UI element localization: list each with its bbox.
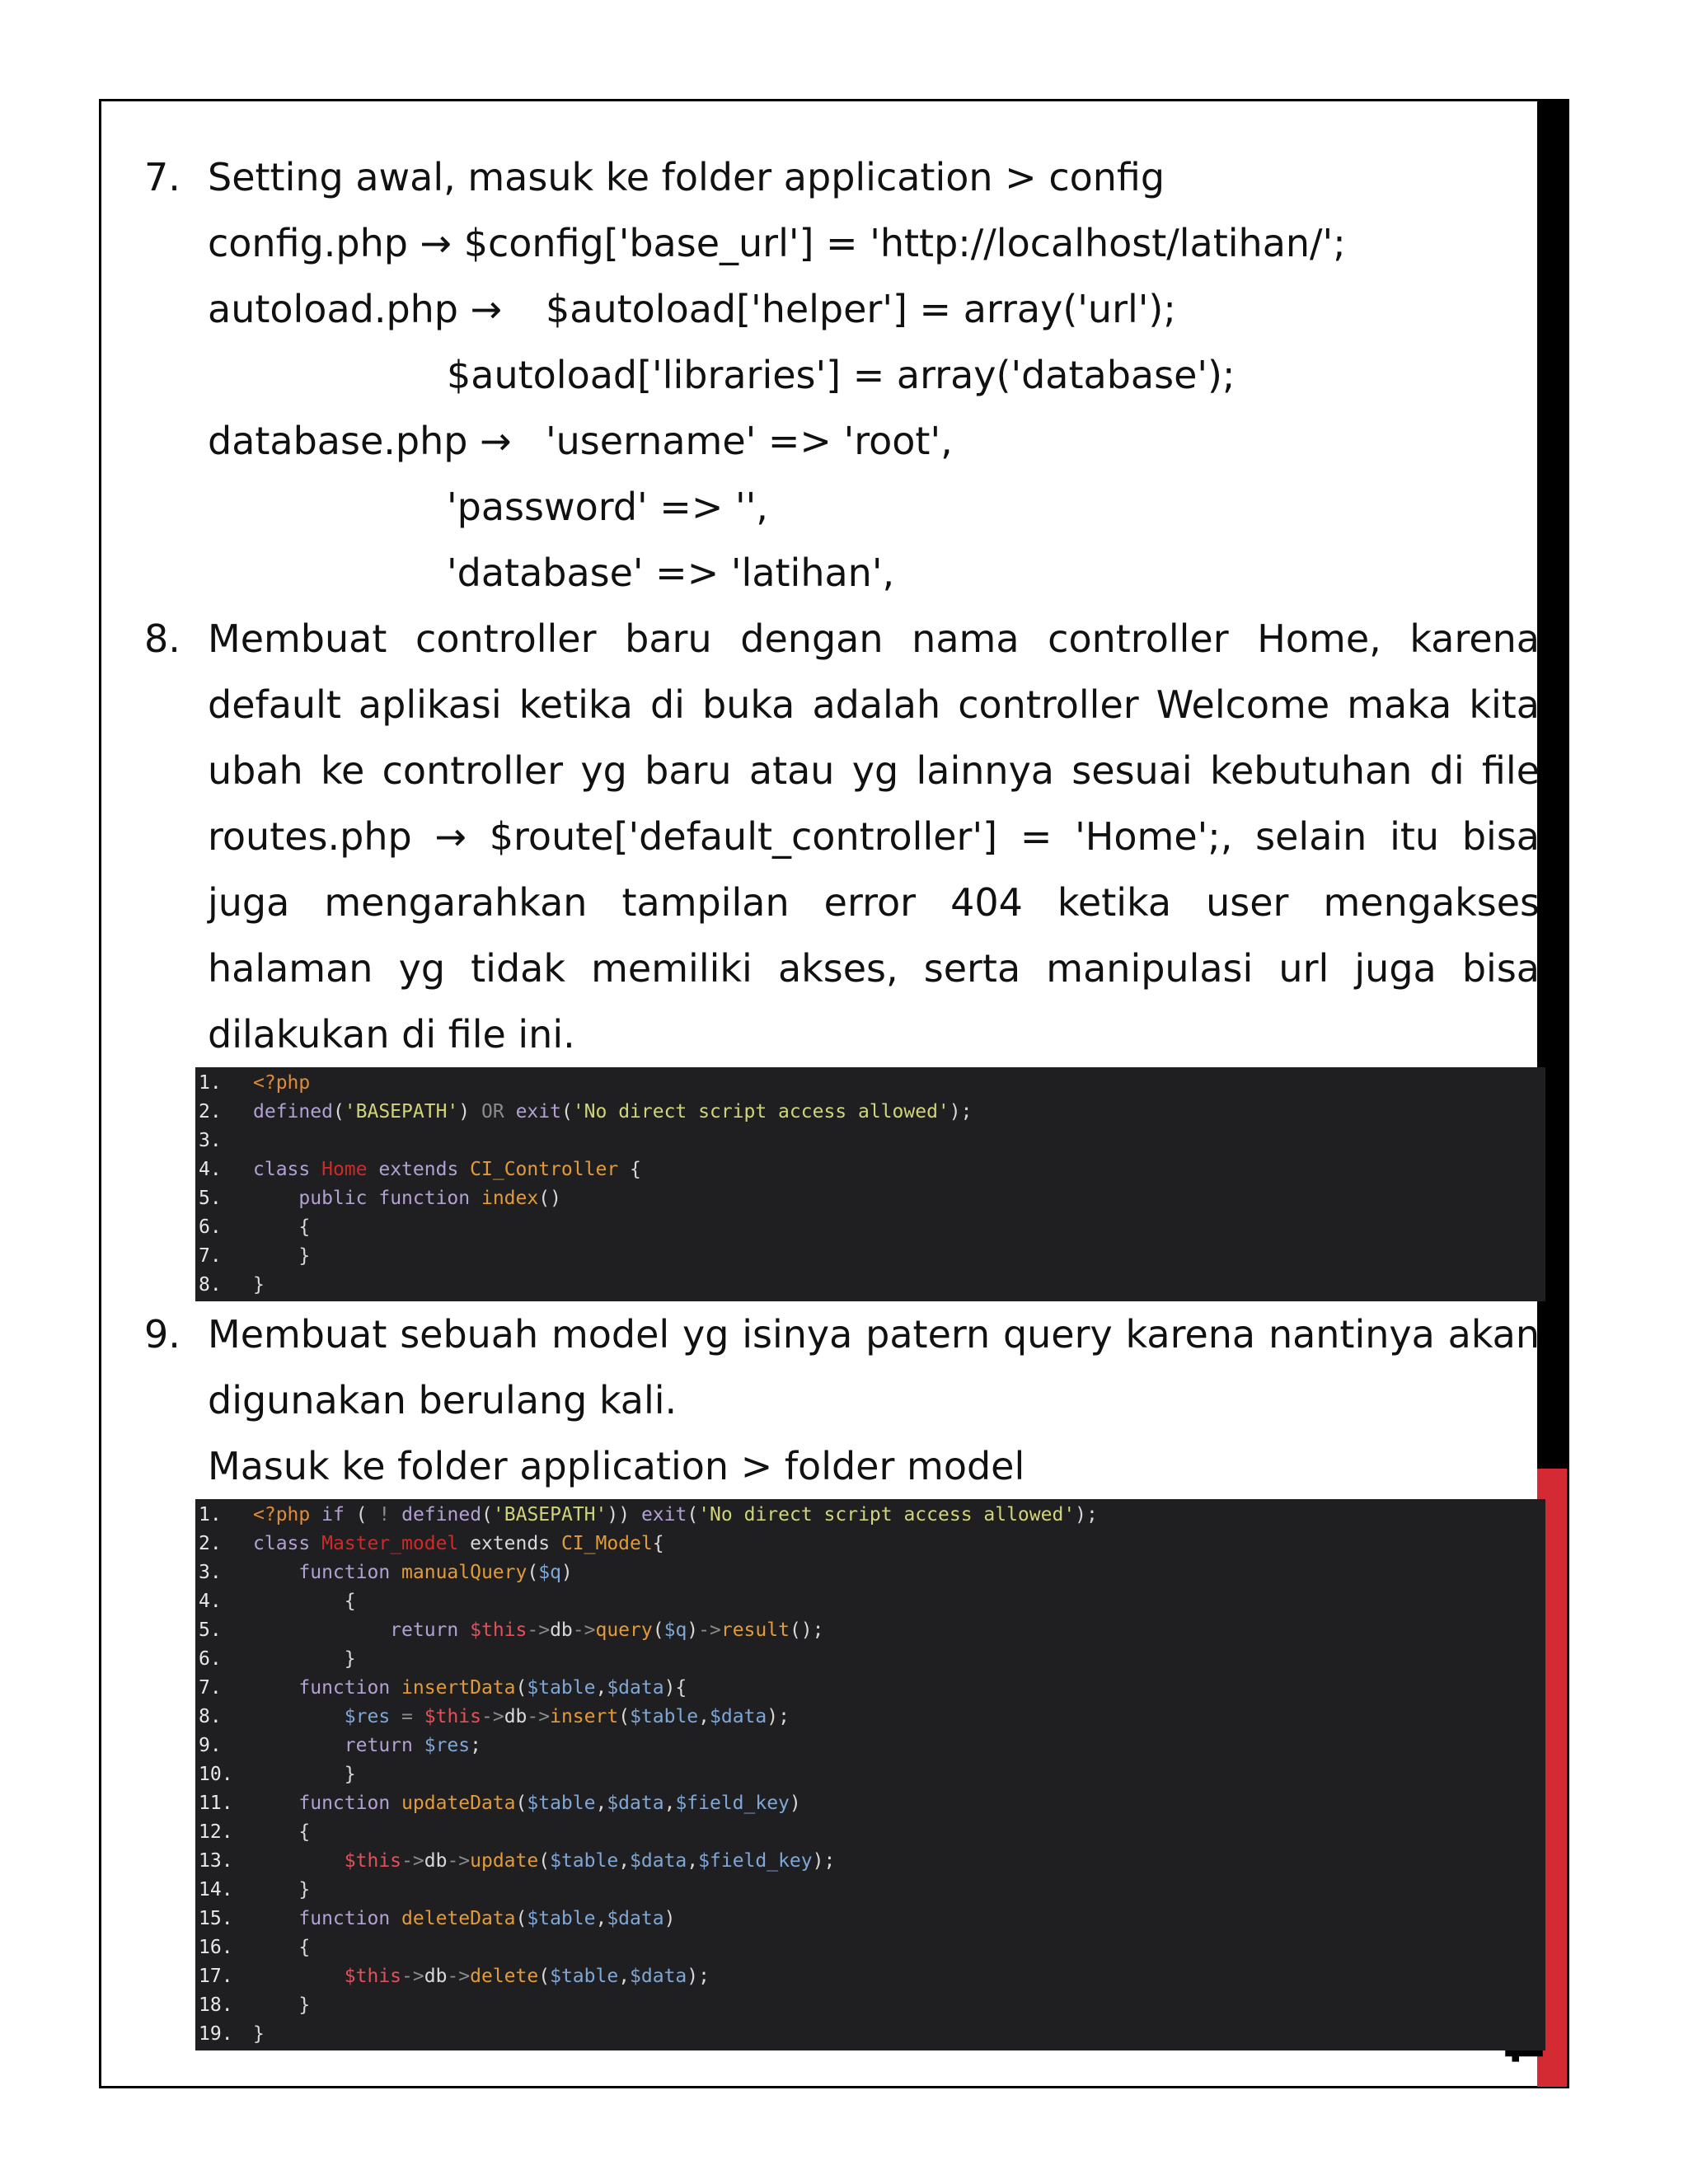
code-line <box>195 1760 1545 1789</box>
text-line: Setting awal, masuk ke folder application > config <box>208 155 1165 199</box>
list-item-9 <box>144 1301 1545 1499</box>
code-token: , <box>663 1793 676 1814</box>
text-span: $autoload['helper'] = array('url'); <box>546 287 1176 331</box>
code-line <box>195 1876 1545 1905</box>
code-token: } <box>298 1994 311 2016</box>
code-token: function <box>298 1793 391 1814</box>
code-token: defined <box>401 1504 482 1526</box>
code-token: ); <box>812 1850 836 1872</box>
line-number: 15. <box>199 1908 233 1929</box>
line-number: 1. <box>199 1504 222 1526</box>
code-token: { <box>298 1937 311 1958</box>
code-token: extends <box>378 1159 459 1180</box>
code-line <box>195 1184 1545 1213</box>
code-token: db <box>550 1619 573 1641</box>
item-number: 9. <box>144 1312 181 1357</box>
code-token: ( <box>481 1504 493 1526</box>
code-token: ( <box>515 1908 528 1929</box>
code-token: 'BASEPATH' <box>492 1504 607 1526</box>
code-token: ( <box>527 1562 539 1583</box>
code-token: exit <box>640 1504 687 1526</box>
code-token: -> <box>447 1966 471 1987</box>
code-token: db <box>504 1706 528 1727</box>
code-token: public <box>298 1188 368 1209</box>
code-token: deleteData <box>401 1908 516 1929</box>
code-token: () <box>538 1188 561 1209</box>
code-token: { <box>344 1591 356 1612</box>
line-number: 4. <box>199 1159 222 1180</box>
code-token: ; <box>470 1735 481 1756</box>
code-token: $data <box>710 1706 767 1727</box>
code-token: $data <box>607 1793 664 1814</box>
code-token: , <box>595 1793 607 1814</box>
code-token: ( <box>332 1101 345 1122</box>
line-number: 19. <box>199 2023 233 2045</box>
code-token: insert <box>550 1706 619 1727</box>
text-line <box>208 276 1545 342</box>
code-token: Home <box>321 1159 368 1180</box>
code-token: extends <box>470 1533 551 1554</box>
code-token: function <box>298 1908 391 1929</box>
code-token: } <box>344 1764 356 1785</box>
code-token: } <box>298 1879 311 1900</box>
line-number: 2. <box>199 1533 222 1554</box>
code-token: return <box>344 1735 413 1756</box>
text-line <box>208 540 1545 606</box>
code-line <box>195 1905 1545 1933</box>
code-line <box>195 1991 1545 2020</box>
code-line <box>195 1530 1545 1558</box>
code-line <box>195 1789 1545 1818</box>
line-number: 14. <box>199 1879 233 1900</box>
code-token: $table <box>630 1706 699 1727</box>
code-token: ( <box>560 1101 573 1122</box>
code-token: $this <box>344 1966 402 1987</box>
code-token: -> <box>447 1850 471 1872</box>
code-token: } <box>253 1274 265 1296</box>
code-token: ){ <box>663 1677 687 1699</box>
text-span: 'database' => 'latihan', <box>447 551 895 595</box>
code-token: $field_key <box>698 1850 813 1872</box>
code-token: $data <box>630 1966 687 1987</box>
code-token: { <box>630 1159 641 1180</box>
code-token: , <box>618 1966 631 1987</box>
code-token: , <box>595 1908 607 1929</box>
item-text: Membuat sebuah model yg isinya patern query karena nantinya akan digunakan berulang kali. <box>208 1312 1540 1422</box>
line-number: 8. <box>199 1706 222 1727</box>
code-line <box>195 1242 1545 1271</box>
code-token: $q <box>663 1619 687 1641</box>
code-token: ! <box>378 1504 391 1526</box>
line-number: 5. <box>199 1188 222 1209</box>
code-token: } <box>344 1648 356 1670</box>
line-number: 11. <box>199 1793 233 1814</box>
code-token: ( <box>538 1850 551 1872</box>
code-token: ); <box>767 1706 790 1727</box>
code-token: ( <box>355 1504 368 1526</box>
line-number: 6. <box>199 1216 222 1238</box>
code-line <box>195 1271 1545 1300</box>
code-token: $data <box>607 1677 664 1699</box>
code-line <box>195 1616 1545 1645</box>
code-line <box>195 2020 1545 2049</box>
code-token: function <box>378 1188 471 1209</box>
code-token: ( <box>515 1793 528 1814</box>
code-token: ( <box>538 1966 551 1987</box>
code-token: ( <box>687 1504 699 1526</box>
code-line <box>195 1098 1545 1127</box>
code-token: } <box>253 2023 265 2045</box>
line-number: 16. <box>199 1937 233 1958</box>
code-token: ( <box>515 1677 528 1699</box>
code-token: manualQuery <box>401 1562 528 1583</box>
code-line <box>195 1127 1545 1155</box>
list-item-7 <box>144 144 1545 606</box>
code-line <box>195 1155 1545 1184</box>
code-token: (); <box>789 1619 824 1641</box>
code-token: <?php <box>253 1504 311 1526</box>
code-token: { <box>298 1216 311 1238</box>
code-token: $table <box>527 1793 596 1814</box>
code-token: , <box>595 1677 607 1699</box>
code-token: updateData <box>401 1793 516 1814</box>
code-token: ); <box>1075 1504 1098 1526</box>
code-line <box>195 1703 1545 1732</box>
code-token: ); <box>687 1966 710 1987</box>
code-token: $res <box>344 1706 391 1727</box>
line-number: 17. <box>199 1966 233 1987</box>
line-number: 6. <box>199 1648 222 1670</box>
code-token: delete <box>470 1966 539 1987</box>
text-line <box>208 408 1545 474</box>
code-token: $this <box>344 1850 402 1872</box>
code-token: CI_Controller <box>470 1159 619 1180</box>
line-number: 13. <box>199 1850 233 1872</box>
code-block-controller <box>195 1067 1545 1301</box>
code-token: $res <box>424 1735 471 1756</box>
line-number: 1. <box>199 1072 222 1094</box>
code-token: = <box>401 1706 413 1727</box>
list-item-8 <box>144 606 1545 1067</box>
code-line <box>195 1674 1545 1703</box>
code-token: if <box>321 1504 345 1526</box>
code-token: insertData <box>401 1677 516 1699</box>
code-token: , <box>698 1706 710 1727</box>
code-token: $table <box>527 1677 596 1699</box>
code-token: $this <box>424 1706 481 1727</box>
code-token: function <box>298 1562 391 1583</box>
code-token: 'BASEPATH' <box>344 1101 459 1122</box>
text-span: autoload.php → <box>208 287 503 331</box>
text-span: 'password' => '', <box>447 485 768 529</box>
text-span: 'username' => 'root', <box>546 419 953 463</box>
line-number: 5. <box>199 1619 222 1641</box>
code-line <box>195 1962 1545 1991</box>
code-token: ) <box>663 1908 676 1929</box>
text-line <box>208 342 1545 408</box>
code-token: $data <box>630 1850 687 1872</box>
code-token: { <box>652 1533 664 1554</box>
code-line <box>195 1558 1545 1587</box>
line-number: 7. <box>199 1677 222 1699</box>
line-number: 4. <box>199 1591 222 1612</box>
code-token: )) <box>607 1504 631 1526</box>
code-token: -> <box>572 1619 596 1641</box>
line-number: 3. <box>199 1130 222 1151</box>
code-token: , <box>687 1850 699 1872</box>
code-line <box>195 1213 1545 1242</box>
code-token: return <box>390 1619 459 1641</box>
code-token: defined <box>253 1101 333 1122</box>
page-content <box>144 144 1545 2050</box>
line-number: 12. <box>199 1821 233 1843</box>
text-span: database.php → <box>208 419 512 463</box>
code-token: $data <box>607 1908 664 1929</box>
code-token: -> <box>401 1850 424 1872</box>
code-token: ( <box>618 1706 631 1727</box>
line-number: 3. <box>199 1562 222 1583</box>
code-line <box>195 1501 1545 1530</box>
item-number: 7. <box>144 155 181 199</box>
code-token: Master_model <box>321 1533 459 1554</box>
code-token: 'No direct script access allowed' <box>572 1101 950 1122</box>
code-token: ) <box>789 1793 801 1814</box>
code-line <box>195 1847 1545 1876</box>
code-token: -> <box>527 1619 551 1641</box>
code-token: { <box>298 1821 311 1843</box>
code-block-model <box>195 1499 1545 2050</box>
code-token: -> <box>401 1966 424 1987</box>
code-token: -> <box>698 1619 721 1641</box>
code-token: CI_Model <box>560 1533 653 1554</box>
code-token: class <box>253 1159 311 1180</box>
code-line <box>195 1587 1545 1616</box>
code-line <box>195 1732 1545 1760</box>
line-number: 9. <box>199 1735 222 1756</box>
code-token: 'No direct script access allowed' <box>698 1504 1076 1526</box>
code-token: class <box>253 1533 311 1554</box>
code-token: ) <box>560 1562 573 1583</box>
code-token: update <box>470 1850 539 1872</box>
code-token: exit <box>515 1101 561 1122</box>
code-token: ) <box>458 1101 471 1122</box>
line-number: 8. <box>199 1274 222 1296</box>
code-token: -> <box>481 1706 504 1727</box>
line-number: 7. <box>199 1245 222 1267</box>
code-line <box>195 1069 1545 1098</box>
item-text: Membuat controller baru dengan nama controller Home, karena default aplikasi ketika di buka adalah controller Welcome maka kita ubah ke controller yg baru atau yg lainnya sesuai kebutuhan di file routes.php → $route['default_controller'] = 'Home';, selain itu bisa juga mengarahkan tampilan error 404 ketika user mengakses halaman yg tidak memiliki akses, serta manipulasi url juga bisa dilakukan di file ini. <box>208 616 1540 1057</box>
code-token: ); <box>949 1101 973 1122</box>
code-token: $table <box>527 1908 596 1929</box>
code-token: query <box>595 1619 653 1641</box>
text-line <box>208 474 1545 540</box>
line-number: 10. <box>199 1764 233 1785</box>
code-token: $q <box>538 1562 561 1583</box>
line-number: 18. <box>199 1994 233 2016</box>
item-text <box>208 144 1545 606</box>
code-line <box>195 1645 1545 1674</box>
code-line <box>195 1818 1545 1847</box>
code-token: ( <box>652 1619 664 1641</box>
code-token: ) <box>687 1619 699 1641</box>
code-token: db <box>424 1966 448 1987</box>
code-token: $table <box>550 1850 619 1872</box>
text-span: $autoload['libraries'] = array('database'); <box>447 353 1236 397</box>
code-token: db <box>424 1850 448 1872</box>
code-token: index <box>481 1188 539 1209</box>
line-number: 2. <box>199 1101 222 1122</box>
code-token: <?php <box>253 1072 311 1094</box>
text-line: config.php → $config['base_url'] = 'http://localhost/latihan/'; <box>208 221 1346 265</box>
code-token: $table <box>550 1966 619 1987</box>
item-number: 8. <box>144 616 181 661</box>
code-token: -> <box>527 1706 551 1727</box>
code-token: $this <box>470 1619 528 1641</box>
code-token: } <box>298 1245 311 1267</box>
item-text-line: Masuk ke folder application > folder model <box>208 1444 1025 1488</box>
code-token: result <box>720 1619 790 1641</box>
code-token: $field_key <box>675 1793 790 1814</box>
code-token: , <box>618 1850 631 1872</box>
code-token: OR <box>481 1101 504 1122</box>
code-token: function <box>298 1677 391 1699</box>
code-line <box>195 1933 1545 1962</box>
